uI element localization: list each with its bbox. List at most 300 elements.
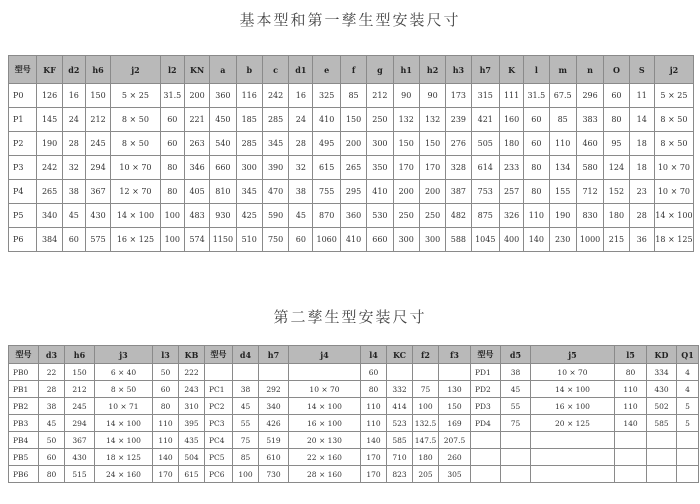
table-cell: 150: [340, 108, 366, 132]
table-cell: 435: [179, 432, 205, 449]
table-cell: 470: [262, 180, 288, 204]
column-header: a: [210, 56, 236, 84]
table-cell: 1045: [471, 228, 499, 252]
table-cell: 100: [413, 398, 439, 415]
table-cell: 387: [446, 180, 471, 204]
table-cell: 8 × 50: [111, 108, 161, 132]
table-cell: 170: [361, 466, 387, 483]
table-cell: 400: [499, 228, 523, 252]
column-header: c: [262, 56, 288, 84]
title-second-derivative: 第二孳生型安装尺寸: [273, 308, 427, 326]
table-cell: 60: [39, 449, 65, 466]
table-cell: [471, 449, 501, 466]
table-row: [9, 381, 699, 398]
table-cell: 28: [39, 381, 65, 398]
table-cell: 430: [85, 204, 110, 228]
table-cell: 185: [236, 108, 262, 132]
table-cell: 80: [524, 156, 549, 180]
table-cell: 126: [37, 84, 62, 108]
table-cell: [647, 432, 677, 449]
table-cell: 875: [471, 204, 499, 228]
table-cell: [647, 449, 677, 466]
table-cell: 519: [259, 432, 289, 449]
table-cell: 8 × 50: [95, 381, 153, 398]
table-cell: 110: [153, 415, 179, 432]
table-cell: 60: [62, 228, 85, 252]
table-cell: 395: [179, 415, 205, 432]
table-cell: 80: [615, 364, 647, 381]
table-cell: 150: [419, 132, 445, 156]
table-cell: 614: [471, 156, 499, 180]
table-cell: PB2: [9, 398, 39, 415]
table-cell: 10 × 70: [654, 156, 693, 180]
table-cell: 1150: [210, 228, 236, 252]
table-cell: 75: [501, 415, 531, 432]
table-cell: 242: [37, 156, 62, 180]
table-cell: 263: [184, 132, 209, 156]
column-header: KN: [184, 56, 209, 84]
table-cell: PC6: [205, 466, 233, 483]
column-header: Q1: [677, 346, 699, 364]
table-cell: 326: [499, 204, 523, 228]
table-cell: 515: [65, 466, 95, 483]
table-cell: 150: [439, 398, 471, 415]
table-cell: 410: [340, 228, 366, 252]
table-cell: 483: [184, 204, 209, 228]
table-cell: 180: [499, 132, 523, 156]
table-cell: P0: [9, 84, 37, 108]
table-cell: 110: [361, 398, 387, 415]
table-row: [9, 432, 699, 449]
table-cell: 410: [313, 108, 340, 132]
table-cell: [531, 449, 615, 466]
table-cell: 200: [419, 180, 445, 204]
table-cell: 190: [37, 132, 62, 156]
column-header: m: [549, 56, 576, 84]
table-cell: 16: [289, 84, 313, 108]
table-cell: 294: [65, 415, 95, 432]
table-cell: 615: [179, 466, 205, 483]
table-cell: 350: [367, 156, 393, 180]
table-cell: 152: [604, 180, 629, 204]
table-cell: 755: [313, 180, 340, 204]
table-cell: 28: [62, 132, 85, 156]
table-cell: 16 × 100: [289, 415, 361, 432]
table-cell: 155: [549, 180, 576, 204]
table-cell: 55: [501, 398, 531, 415]
table-cell: 28: [289, 132, 313, 156]
table-cell: 80: [604, 108, 629, 132]
table-row: [9, 84, 694, 108]
table-cell: [387, 364, 413, 381]
table-cell: 18: [629, 132, 654, 156]
table-cell: 5: [677, 398, 699, 415]
table-cell: 10 × 70: [531, 364, 615, 381]
column-header: h7: [471, 56, 499, 84]
table-cell: 712: [576, 180, 603, 204]
table-cell: 50: [39, 432, 65, 449]
table-row: [9, 108, 694, 132]
column-header: h6: [65, 346, 95, 364]
table-cell: 180: [604, 204, 629, 228]
table-cell: 710: [387, 449, 413, 466]
table-cell: 242: [262, 84, 288, 108]
column-header: d1: [289, 56, 313, 84]
table-cell: 60: [153, 381, 179, 398]
column-header: e: [313, 56, 340, 84]
table-cell: 147.5: [413, 432, 439, 449]
table-cell: 243: [179, 381, 205, 398]
column-header: f2: [413, 346, 439, 364]
table-cell: 14 × 100: [111, 204, 161, 228]
table-cell: 345: [262, 132, 288, 156]
column-header: l5: [615, 346, 647, 364]
table-cell: 405: [184, 180, 209, 204]
table-cell: PB3: [9, 415, 39, 432]
column-header: KC: [387, 346, 413, 364]
table-cell: 360: [340, 204, 366, 228]
table-cell: 367: [65, 432, 95, 449]
table-cell: 615: [313, 156, 340, 180]
table-cell: 260: [439, 449, 471, 466]
table-cell: 28 × 160: [289, 466, 361, 483]
table-cell: [531, 432, 615, 449]
table-cell: 38: [39, 398, 65, 415]
table-cell: 45: [39, 415, 65, 432]
table-cell: 294: [85, 156, 110, 180]
table-cell: 170: [361, 449, 387, 466]
table-cell: 505: [471, 132, 499, 156]
table-cell: 250: [419, 204, 445, 228]
table-cell: 132: [419, 108, 445, 132]
table-cell: 100: [160, 228, 184, 252]
column-header: f3: [439, 346, 471, 364]
table-cell: 4: [677, 364, 699, 381]
table-cell: 60: [524, 132, 549, 156]
table-cell: 45: [501, 381, 531, 398]
column-header: h1: [393, 56, 419, 84]
table-row: [9, 156, 694, 180]
table-cell: 239: [446, 108, 471, 132]
table-cell: 55: [233, 415, 259, 432]
table-cell: 4: [677, 381, 699, 398]
table-cell: 590: [262, 204, 288, 228]
table-cell: 530: [367, 204, 393, 228]
table-cell: 14 × 100: [289, 398, 361, 415]
table-cell: PC3: [205, 415, 233, 432]
table-cell: 300: [236, 156, 262, 180]
installation-dimensions-table-2: [8, 345, 699, 483]
table-cell: 421: [471, 108, 499, 132]
table-cell: 20 × 125: [531, 415, 615, 432]
table-cell: 730: [259, 466, 289, 483]
table-row: [9, 364, 699, 381]
table-cell: 75: [233, 432, 259, 449]
table-cell: PB4: [9, 432, 39, 449]
table-cell: 300: [367, 132, 393, 156]
table-cell: [471, 466, 501, 483]
table-cell: 250: [393, 204, 419, 228]
table-cell: 18 × 125: [95, 449, 153, 466]
table-cell: 95: [604, 132, 629, 156]
table-cell: [501, 449, 531, 466]
table-cell: 414: [387, 398, 413, 415]
table-cell: 22 × 160: [289, 449, 361, 466]
column-header: d5: [501, 346, 531, 364]
table-cell: 45: [233, 398, 259, 415]
table-cell: 823: [387, 466, 413, 483]
column-header: j5: [531, 346, 615, 364]
table-cell: [205, 364, 233, 381]
table-cell: 150: [65, 364, 95, 381]
table-cell: 173: [446, 84, 471, 108]
table-cell: 384: [37, 228, 62, 252]
column-header: d2: [62, 56, 85, 84]
column-header: d4: [233, 346, 259, 364]
table-cell: 38: [289, 180, 313, 204]
column-header: l4: [361, 346, 387, 364]
table-cell: 285: [236, 132, 262, 156]
table-cell: [259, 364, 289, 381]
table-row: [9, 398, 699, 415]
table-cell: 111: [499, 84, 523, 108]
table-cell: [439, 364, 471, 381]
table-cell: 753: [471, 180, 499, 204]
table-cell: 170: [419, 156, 445, 180]
table-cell: 334: [647, 364, 677, 381]
table-cell: 346: [184, 156, 209, 180]
table-cell: 31.5: [524, 84, 549, 108]
table-cell: [647, 466, 677, 483]
table-row: [9, 415, 699, 432]
table-cell: 212: [65, 381, 95, 398]
column-header: KF: [37, 56, 62, 84]
table-cell: 45: [62, 204, 85, 228]
table-cell: 124: [604, 156, 629, 180]
table-cell: 5: [677, 415, 699, 432]
column-header: h7: [259, 346, 289, 364]
table-cell: 233: [499, 156, 523, 180]
table-cell: PC5: [205, 449, 233, 466]
table-cell: 140: [524, 228, 549, 252]
column-header: K: [499, 56, 523, 84]
column-header: KD: [647, 346, 677, 364]
table-cell: 38: [501, 364, 531, 381]
table-cell: 8 × 50: [654, 108, 693, 132]
table-cell: 36: [629, 228, 654, 252]
table-cell: PD3: [471, 398, 501, 415]
table-cell: 140: [615, 415, 647, 432]
table-cell: 160: [499, 108, 523, 132]
table-cell: 205: [413, 466, 439, 483]
table-cell: 100: [233, 466, 259, 483]
table-cell: 340: [37, 204, 62, 228]
table-cell: P4: [9, 180, 37, 204]
table-cell: 332: [387, 381, 413, 398]
table-cell: [677, 466, 699, 483]
table-cell: 150: [393, 132, 419, 156]
table-cell: 132: [393, 108, 419, 132]
table-cell: 10 × 70: [654, 180, 693, 204]
column-header: l: [524, 56, 549, 84]
table-cell: 116: [236, 84, 262, 108]
table-cell: 80: [361, 381, 387, 398]
table-row: [9, 132, 694, 156]
table-cell: P3: [9, 156, 37, 180]
table-cell: 85: [233, 449, 259, 466]
table-cell: 20 × 130: [289, 432, 361, 449]
table-cell: [615, 449, 647, 466]
table-cell: 250: [367, 108, 393, 132]
table-row: [9, 449, 699, 466]
table-cell: [531, 466, 615, 483]
table-cell: 285: [262, 108, 288, 132]
table-cell: 300: [419, 228, 445, 252]
column-header: f: [340, 56, 366, 84]
table-cell: 32: [289, 156, 313, 180]
table-cell: 10 × 70: [289, 381, 361, 398]
table-cell: PC4: [205, 432, 233, 449]
table-cell: 38: [233, 381, 259, 398]
table-cell: 24: [62, 108, 85, 132]
table-cell: 140: [153, 449, 179, 466]
table-cell: 12 × 70: [111, 180, 161, 204]
table-cell: 80: [160, 156, 184, 180]
table-cell: 14 × 100: [654, 204, 693, 228]
table-cell: 870: [313, 204, 340, 228]
table-cell: 575: [85, 228, 110, 252]
table-cell: 60: [524, 108, 549, 132]
column-header: b: [236, 56, 262, 84]
table-cell: 18 × 125: [654, 228, 693, 252]
table-cell: 930: [210, 204, 236, 228]
table-cell: 215: [604, 228, 629, 252]
title-basic-and-first-derivative: 基本型和第一孳生型安装尺寸: [239, 11, 461, 29]
table-cell: PB5: [9, 449, 39, 466]
table-cell: 580: [576, 156, 603, 180]
table-cell: 80: [524, 180, 549, 204]
table-cell: 32: [62, 156, 85, 180]
table-cell: 60: [160, 108, 184, 132]
table-cell: 180: [413, 449, 439, 466]
table-cell: 11: [629, 84, 654, 108]
column-header: j4: [289, 346, 361, 364]
table-cell: 265: [37, 180, 62, 204]
table-cell: 200: [184, 84, 209, 108]
table-cell: 24 × 160: [95, 466, 153, 483]
table-cell: P2: [9, 132, 37, 156]
table-cell: 45: [289, 204, 313, 228]
table-cell: PD1: [471, 364, 501, 381]
table-cell: 14 × 100: [95, 432, 153, 449]
table-cell: 110: [153, 432, 179, 449]
table-cell: 502: [647, 398, 677, 415]
table-cell: 16: [62, 84, 85, 108]
table-cell: 22: [39, 364, 65, 381]
installation-dimensions-table-1: [8, 55, 694, 252]
column-header: 型号: [471, 346, 501, 364]
table-cell: 14: [629, 108, 654, 132]
table-cell: 222: [179, 364, 205, 381]
table-cell: 110: [615, 398, 647, 415]
table-cell: 130: [439, 381, 471, 398]
table-cell: 60: [160, 132, 184, 156]
table-cell: 295: [340, 180, 366, 204]
table-cell: PB6: [9, 466, 39, 483]
table-cell: 140: [361, 432, 387, 449]
table-cell: 265: [340, 156, 366, 180]
table-cell: 16 × 100: [531, 398, 615, 415]
table-cell: 145: [37, 108, 62, 132]
table-cell: 296: [576, 84, 603, 108]
table-cell: [677, 449, 699, 466]
table-cell: PD4: [471, 415, 501, 432]
table-cell: 574: [184, 228, 209, 252]
table-cell: 430: [65, 449, 95, 466]
table-cell: 110: [361, 415, 387, 432]
table-cell: 85: [549, 108, 576, 132]
table-cell: 50: [153, 364, 179, 381]
table-cell: 610: [259, 449, 289, 466]
table-cell: 134: [549, 156, 576, 180]
table-cell: 212: [85, 108, 110, 132]
table-cell: 292: [259, 381, 289, 398]
table-cell: [501, 432, 531, 449]
column-header: O: [604, 56, 629, 84]
table-cell: 80: [160, 180, 184, 204]
table-cell: 207.5: [439, 432, 471, 449]
table-cell: 230: [549, 228, 576, 252]
column-header: j2: [111, 56, 161, 84]
table-cell: 75: [413, 381, 439, 398]
table-cell: 588: [446, 228, 471, 252]
column-header: 型号: [9, 346, 39, 364]
table-2-header-row: [9, 346, 699, 364]
table-cell: 276: [446, 132, 471, 156]
table-cell: 200: [393, 180, 419, 204]
column-header: j3: [95, 346, 153, 364]
table-cell: PC1: [205, 381, 233, 398]
table-cell: 300: [393, 228, 419, 252]
table-cell: [615, 432, 647, 449]
table-cell: 540: [210, 132, 236, 156]
table-cell: 80: [153, 398, 179, 415]
column-header: d3: [39, 346, 65, 364]
table-cell: 10 × 71: [95, 398, 153, 415]
column-header: 型号: [9, 56, 37, 84]
table-cell: 305: [439, 466, 471, 483]
table-cell: 14 × 100: [95, 415, 153, 432]
table-cell: 328: [446, 156, 471, 180]
table-cell: 460: [576, 132, 603, 156]
table-cell: 830: [576, 204, 603, 228]
table-cell: 257: [499, 180, 523, 204]
table-cell: 383: [576, 108, 603, 132]
table-cell: PC2: [205, 398, 233, 415]
table-cell: 390: [262, 156, 288, 180]
column-header: KB: [179, 346, 205, 364]
table-cell: 425: [236, 204, 262, 228]
table-cell: 450: [210, 108, 236, 132]
table-cell: 810: [210, 180, 236, 204]
table-cell: P6: [9, 228, 37, 252]
table-cell: [471, 432, 501, 449]
table-cell: 245: [85, 132, 110, 156]
column-header: l3: [153, 346, 179, 364]
table-cell: 28: [629, 204, 654, 228]
table-cell: 190: [549, 204, 576, 228]
table-cell: 315: [471, 84, 499, 108]
